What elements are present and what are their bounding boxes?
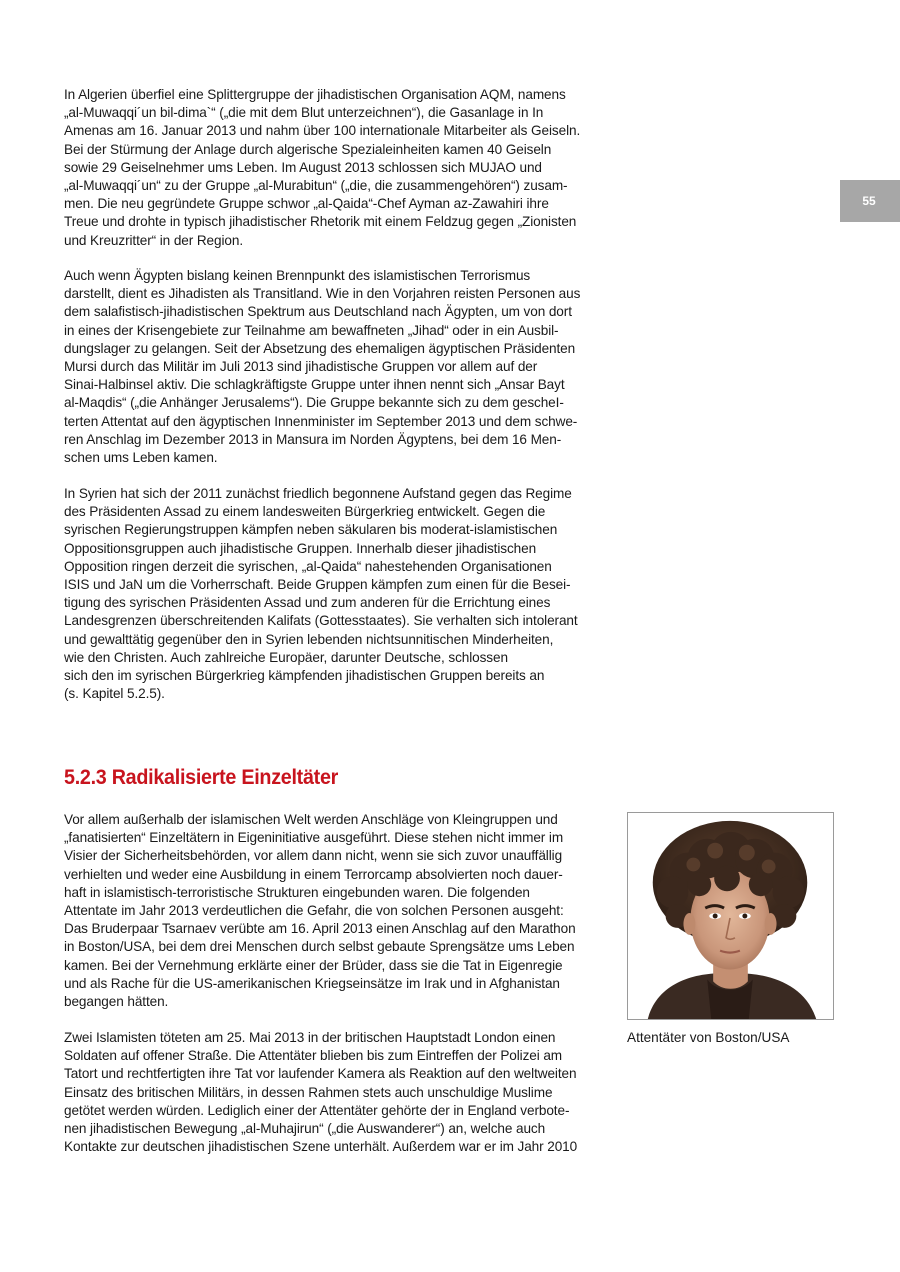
text-line: Vor allem außerhalb der islamischen Welt werden Anschläge von Kleingruppen und <box>64 812 558 827</box>
text-line: „al-Muwaqqi´un bil-dima`“ („die mit dem Blut unterzeichnen“), die Gasanlage in In <box>64 105 544 121</box>
text-line: Auch wenn Ägypten bislang keinen Brennpunkt des islamistischen Terrorismus <box>64 268 531 283</box>
text-line: In Syrien hat sich der 2011 zunächst friedlich begonnene Aufstand gegen das Regime <box>64 486 572 501</box>
text-line: kamen. Bei der Vernehmung erklärte einer der Brüder, dass sie die Tat in Eigenregie <box>64 957 563 973</box>
text-line: men. Die neu gegründete Gruppe schwor „al-Qaida“-Chef Ayman az-Zawahiri ihre <box>64 196 549 212</box>
text-line: verhielten und weder eine Ausbildung in einem Terrorcamp absolvierten noch dauer- <box>64 866 563 882</box>
text-line: Zwei Islamisten töteten am 25. Mai 2013 in der britischen Hauptstadt London einen <box>64 1030 556 1045</box>
text-line: und Kreuzritter“ in der Region. <box>64 232 243 248</box>
portrait-photo <box>627 812 834 1020</box>
text-line: Landesgrenzen überschreitenden Kalifats (Gottesstaates). Sie verhalten sich intolerant <box>64 613 578 629</box>
photo-caption: Attentäter von Boston/USA <box>627 1030 790 1045</box>
section-heading: 5.2.3 Radikalisierte Einzeltäter <box>64 766 339 789</box>
text-line: In Algerien überfiel eine Splittergruppe der jihadistischen Organisation AQM, namens <box>64 87 566 102</box>
text-line: Kontakte zur deutschen jihadistischen Szene unterhält. Außerdem war er im Jahr 2010 <box>64 1139 578 1155</box>
text-line: Bei der Stürmung der Anlage durch algerische Spezialeinheiten kamen 40 Geiseln <box>64 141 552 157</box>
paragraph-aegypten <box>64 267 612 467</box>
text-line: ren Anschlag im Dezember 2013 in Mansura im Norden Ägyptens, bei dem 16 Men- <box>64 431 562 447</box>
text-line: terten Attentat auf den ägyptischen Innenminister im September 2013 und dem schwe- <box>64 413 578 429</box>
text-line: Visier der Sicherheitsbehörden, vor allem dann nicht, wenn sie sich zuvor unauffällig <box>64 848 563 864</box>
text-line: und als Rache für die US-amerikanischen Kriegseinsätze im Irak und in Afghanistan <box>64 975 560 991</box>
text-line: wie den Christen. Auch zahlreiche Europäer, darunter Deutsche, schlossen <box>64 649 508 665</box>
text-line: Opposition ringen derzeit die syrischen, „al-Qaida“ nahestehenden Organisationen <box>64 558 552 574</box>
text-line: Das Bruderpaar Tsarnaev verübte am 16. April 2013 einen Anschlag auf den Marathon <box>64 921 576 937</box>
text-line: Einsatz des britischen Militärs, in dessen Rahmen stets auch unschuldige Muslime <box>64 1084 553 1100</box>
paragraph-algerien <box>64 86 612 250</box>
paragraph-einzeltaeter <box>64 811 612 1011</box>
text-line: Treue und drohte in typisch jihadistischer Rhetorik mit einem Feldzug gegen „Zionisten <box>64 214 577 230</box>
text-line: in Boston/USA, bei dem drei Menschen durch selbst gebaute Sprengsätze ums Leben <box>64 939 575 955</box>
text-line: Tatort und rechtfertigten ihre Tat vor laufender Kamera als Reaktion auf den weltweiten <box>64 1066 577 1082</box>
text-line: Mursi durch das Militär im Juli 2013 sind jihadistische Gruppen vor allem auf der <box>64 359 538 375</box>
text-line: des Präsidenten Assad zu einem landesweiten Bürgerkrieg entwickelt. Gegen die <box>64 504 546 520</box>
text-line: dungslager zu gelangen. Seit der Absetzung des ehemaligen ägyptischen Präsidenten <box>64 340 576 356</box>
text-line: dem salafistisch-jihadistischen Spektrum aus Deutschland nach Ägypten, um von dort <box>64 304 572 320</box>
text-line: und gewalttätig gegenüber den in Syrien lebenden nichtsunnitischen Minderheiten, <box>64 631 554 647</box>
page-number: 55 <box>840 180 900 222</box>
paragraph-syrien <box>64 485 612 703</box>
text-line: begangen hätten. <box>64 994 169 1010</box>
text-line: sowie 29 Geiselnehmer ums Leben. Im August 2013 schlossen sich MUJAO und <box>64 159 542 175</box>
paragraph-london <box>64 1029 612 1156</box>
text-line: syrischen Regierungstruppen kämpfen neben säkularen bis moderat-islamistischen <box>64 522 558 538</box>
text-line: nen jihadistischen Bewegung „al-Muhajirun“ („die Auswanderer“) an, welche auch <box>64 1121 546 1137</box>
text-line: Soldaten auf offener Straße. Die Attentäter blieben bis zum Eintreffen der Polizei am <box>64 1048 563 1064</box>
text-line: Sinai-Halbinsel aktiv. Die schlagkräftigste Gruppe unter ihnen nennt sich „Ansar Bayt <box>64 377 565 393</box>
text-line: haft in islamistisch-terroristische Strukturen eingebunden waren. Die folgenden <box>64 884 530 900</box>
text-line: „al-Muwaqqi´un“ zu der Gruppe „al-Murabitun“ („die, die zusammengehören“) zusam- <box>64 178 568 194</box>
text-line: tigung des syrischen Präsidenten Assad und zum anderen für die Errichtung eines <box>64 595 551 611</box>
text-line: schen ums Leben kamen. <box>64 450 218 466</box>
text-line: ISIS und JaN um die Vorherrschaft. Beide Gruppen kämpfen zum einen für die Besei- <box>64 577 571 593</box>
text-line: „fanatisierten“ Einzeltätern in Eigeninitiative ausgeführt. Diese stehen nicht immer im <box>64 830 564 846</box>
text-line: al-Maqdis“ („die Anhänger Jerusalems“). Die Gruppe bekannte sich zu dem gescheI- <box>64 395 564 411</box>
text-line: sich den im syrischen Bürgerkrieg kämpfenden jihadistischen Gruppen bereits an <box>64 668 545 684</box>
text-line: in eines der Krisengebiete zur Teilnahme am bewaffneten „Jihad“ oder in ein Ausbil- <box>64 322 559 338</box>
text-line: Attentate im Jahr 2013 verdeutlichen die Gefahr, die von solchen Personen ausgeht: <box>64 903 564 919</box>
text-line: Amenas am 16. Januar 2013 und nahm über 100 internationale Mitarbeiter als Geiseln. <box>64 123 581 139</box>
text-line: darstellt, dient es Jihadisten als Transitland. Wie in den Vorjahren reisten Personen aus <box>64 286 581 302</box>
text-line: Oppositionsgruppen auch jihadistische Gruppen. Innerhalb dieser jihadistischen <box>64 540 537 556</box>
text-line: getötet werden würden. Lediglich einer der Attentäter gehörte der in England verbote- <box>64 1102 570 1118</box>
text-line: (s. Kapitel 5.2.5). <box>64 686 165 702</box>
